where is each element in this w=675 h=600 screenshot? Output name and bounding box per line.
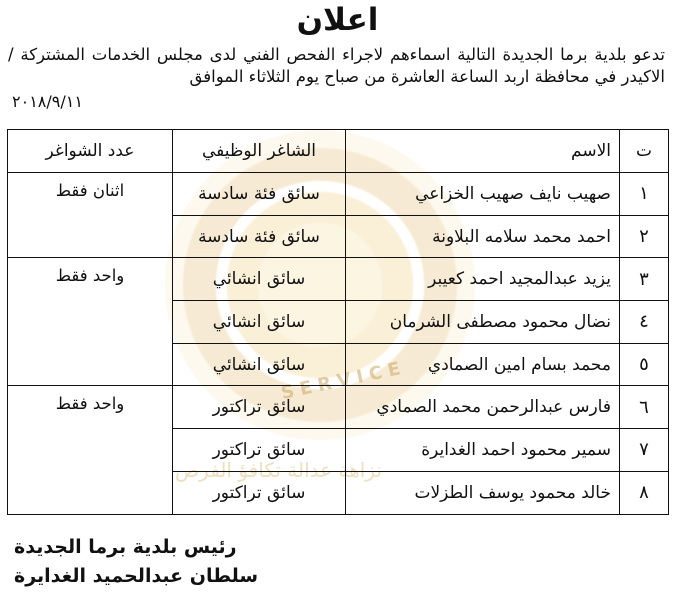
page-title: اعلان bbox=[296, 2, 379, 38]
signature-title: رئيس بلدية برما الجديدة bbox=[14, 536, 237, 558]
row-job: سائق انشائي bbox=[173, 301, 346, 344]
row-num: ٧ bbox=[620, 429, 669, 472]
row-num: ٣ bbox=[620, 258, 669, 301]
row-num: ٨ bbox=[620, 471, 669, 514]
header-num: ت bbox=[620, 130, 669, 173]
row-name: نضال محمود مصطفى الشرمان bbox=[346, 301, 620, 344]
table-row bbox=[8, 258, 669, 301]
row-job: سائق انشائي bbox=[173, 258, 346, 301]
watermark-slogan: نزاهة عدالة تكافؤ الفرص bbox=[175, 458, 382, 482]
row-num: ٦ bbox=[620, 386, 669, 429]
row-name: سمير محمود احمد الغدايرة bbox=[346, 429, 620, 472]
row-job: سائق فئة سادسة bbox=[173, 215, 346, 258]
row-vacancies: واحد فقط bbox=[8, 258, 173, 386]
row-num: ٢ bbox=[620, 215, 669, 258]
row-job: سائق فئة سادسة bbox=[173, 173, 346, 216]
header-name: الاسم bbox=[346, 130, 620, 173]
header-vacancies: عدد الشواغر bbox=[8, 130, 173, 173]
row-name: محمد بسام امين الصمادي bbox=[346, 343, 620, 386]
row-name: يزيد عبدالمجيد احمد كعيبر bbox=[346, 258, 620, 301]
row-name: احمد محمد سلامه البلاونة bbox=[346, 215, 620, 258]
table-header-row bbox=[8, 130, 669, 173]
table-row bbox=[8, 173, 669, 216]
row-job: سائق تراكتور bbox=[173, 429, 346, 472]
row-vacancies: اثنان فقط bbox=[8, 173, 173, 258]
intro-paragraph: تدعو بلدية برما الجديدة التالية اسماءهم لاجراء الفحص الفني لدى مجلس الخدمات المشتركة / الاكيدر في محافظة اربد الساعة العاشرة من صباح يوم الثلاثاء الموافق bbox=[8, 45, 665, 86]
row-name: خالد محمود يوسف الطزلات bbox=[346, 471, 620, 514]
signature-name: سلطان عبدالحميد الغدايرة bbox=[14, 565, 259, 587]
row-job: سائق انشائي bbox=[173, 343, 346, 386]
announcement-date: ٢٠١٨/٩/١١ bbox=[12, 92, 83, 111]
header-job: الشاغر الوظيفي bbox=[173, 130, 346, 173]
row-num: ٥ bbox=[620, 343, 669, 386]
row-vacancies: واحد فقط bbox=[8, 386, 173, 514]
row-job: سائق تراكتور bbox=[173, 386, 346, 429]
watermark-seal-text: SERVICE bbox=[279, 356, 409, 405]
row-job: سائق تراكتور bbox=[173, 471, 346, 514]
row-num: ١ bbox=[620, 173, 669, 216]
candidates-table bbox=[7, 129, 669, 515]
row-num: ٤ bbox=[620, 301, 669, 344]
table-row bbox=[8, 386, 669, 429]
row-name: فارس عبدالرحمن محمد الصمادي bbox=[346, 386, 620, 429]
row-name: صهيب نايف صهيب الخزاعي bbox=[346, 173, 620, 216]
